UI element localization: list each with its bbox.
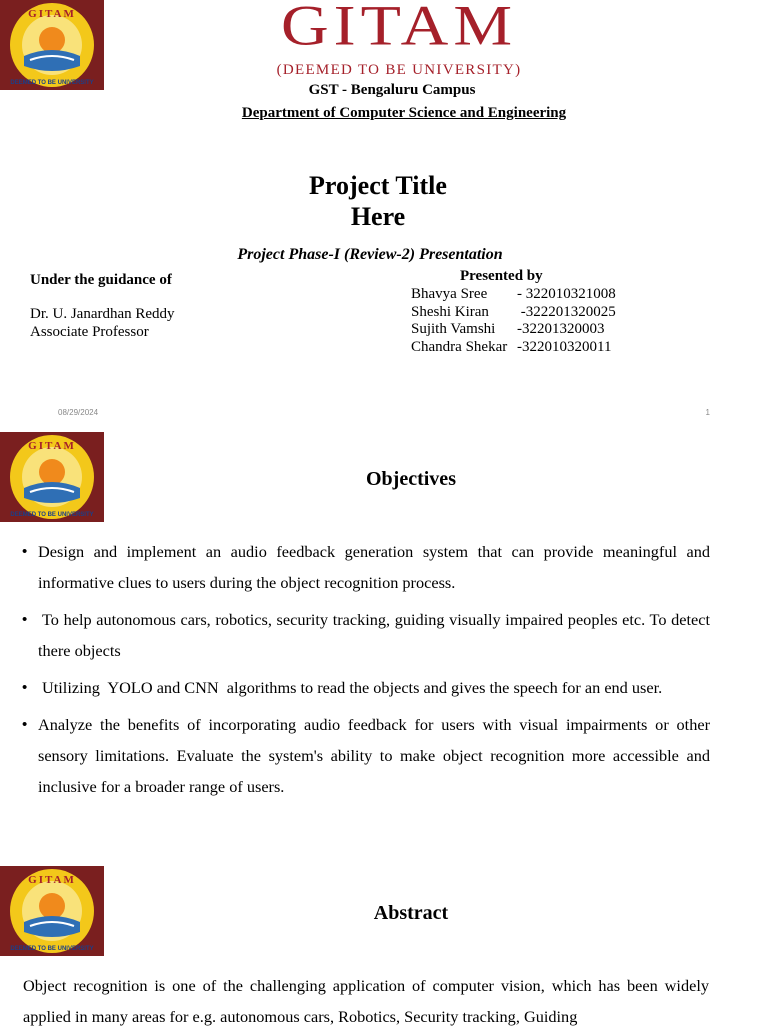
project-title (250, 170, 506, 232)
objective-text: Design and implement an audio feedback generation system that can provide meaningful and informative clues to users during the object recognition process. (38, 542, 710, 592)
member-name: Bhavya Sree (411, 286, 488, 302)
university-logo (0, 866, 104, 956)
logo-ring-text-bottom: DEEMED TO BE UNIVERSITY (10, 946, 94, 952)
member-row (411, 286, 616, 304)
member-row (411, 339, 616, 357)
list-item (22, 536, 710, 598)
objective-text: To help autonomous cars, robotics, security tracking, guiding visually impaired peoples etc. To detect there objects (38, 610, 710, 660)
logo-ring-text-bottom: DEEMED TO BE UNIVERSITY (10, 512, 94, 518)
bullet-icon: • (22, 716, 28, 733)
gitam-emblem-icon (0, 866, 104, 956)
abstract-paragraph: Object recognition is one of the challenging application of computer vision, which has been widely applied in many areas for e.g. autonomous cars, Robotics, Security tracking, Guiding (23, 976, 709, 1026)
presented-by-heading: Presented by (460, 268, 543, 284)
project-title-line2: Here (350, 202, 406, 231)
slide-abstract (0, 866, 768, 1024)
gitam-emblem-icon (0, 432, 104, 522)
member-name: Sheshi Kiran (411, 303, 489, 320)
list-item (22, 604, 710, 666)
department-name: Department of Computer Science and Engineering (241, 105, 567, 121)
abstract-title: Abstract (373, 902, 449, 924)
logo-ring-text-bottom: DEEMED TO BE UNIVERSITY (10, 80, 94, 86)
member-row (411, 304, 616, 322)
guide-name: Dr. U. Janardhan Reddy (30, 306, 175, 322)
slide-footer-date: 08/29/2024 (58, 408, 99, 417)
objectives-title: Objectives (366, 468, 456, 490)
guide-info (30, 305, 175, 341)
member-id: -322201320025 (517, 303, 616, 320)
logo-ring-text-top: GITAM (28, 874, 76, 886)
gitam-emblem-icon (0, 0, 104, 90)
university-logo (0, 0, 104, 90)
bullet-icon: • (22, 543, 28, 560)
slide-page-number: 1 (705, 408, 710, 417)
logo-ring-text-top: GITAM (28, 440, 76, 452)
logo-ring-text-top: GITAM (28, 8, 76, 20)
objective-text: Utilizing YOLO and CNN algorithms to read the objects and gives the speech for an end user. (42, 678, 663, 697)
guide-designation: Associate Professor (30, 324, 149, 340)
bullet-icon: • (22, 679, 28, 696)
member-id: -32201320003 (517, 321, 605, 337)
member-id: -322010320011 (517, 338, 612, 355)
member-row (411, 321, 616, 339)
member-name: Chandra Shekar (411, 338, 508, 355)
objective-text: Analyze the benefits of incorporating audio feedback for users with visual impairments or other sensory limitations. Evaluate the system's ability to make object recognition more accessible and inclusive for a broader range of users. (38, 715, 710, 796)
objectives-list (22, 536, 710, 808)
member-id: - 322010321008 (517, 286, 616, 302)
header-logo-wordmark: GITAM (280, 0, 518, 58)
university-logo (0, 432, 104, 522)
campus-name: GST - Bengaluru Campus (308, 82, 476, 98)
member-list (411, 286, 616, 356)
slide-title (0, 0, 768, 430)
bullet-icon: • (22, 611, 28, 628)
slide-objectives (0, 432, 768, 862)
list-item (22, 709, 710, 802)
list-item (22, 672, 710, 703)
presentation-phase: Project Phase-I (Review-2) Presentation (237, 246, 503, 263)
header-logo-subtitle: (DEEMED TO BE UNIVERSITY) (276, 62, 522, 78)
member-name: Sujith Vamshi (411, 321, 496, 337)
project-title-line1: Project Title (309, 171, 447, 200)
guidance-heading: Under the guidance of (30, 272, 172, 288)
